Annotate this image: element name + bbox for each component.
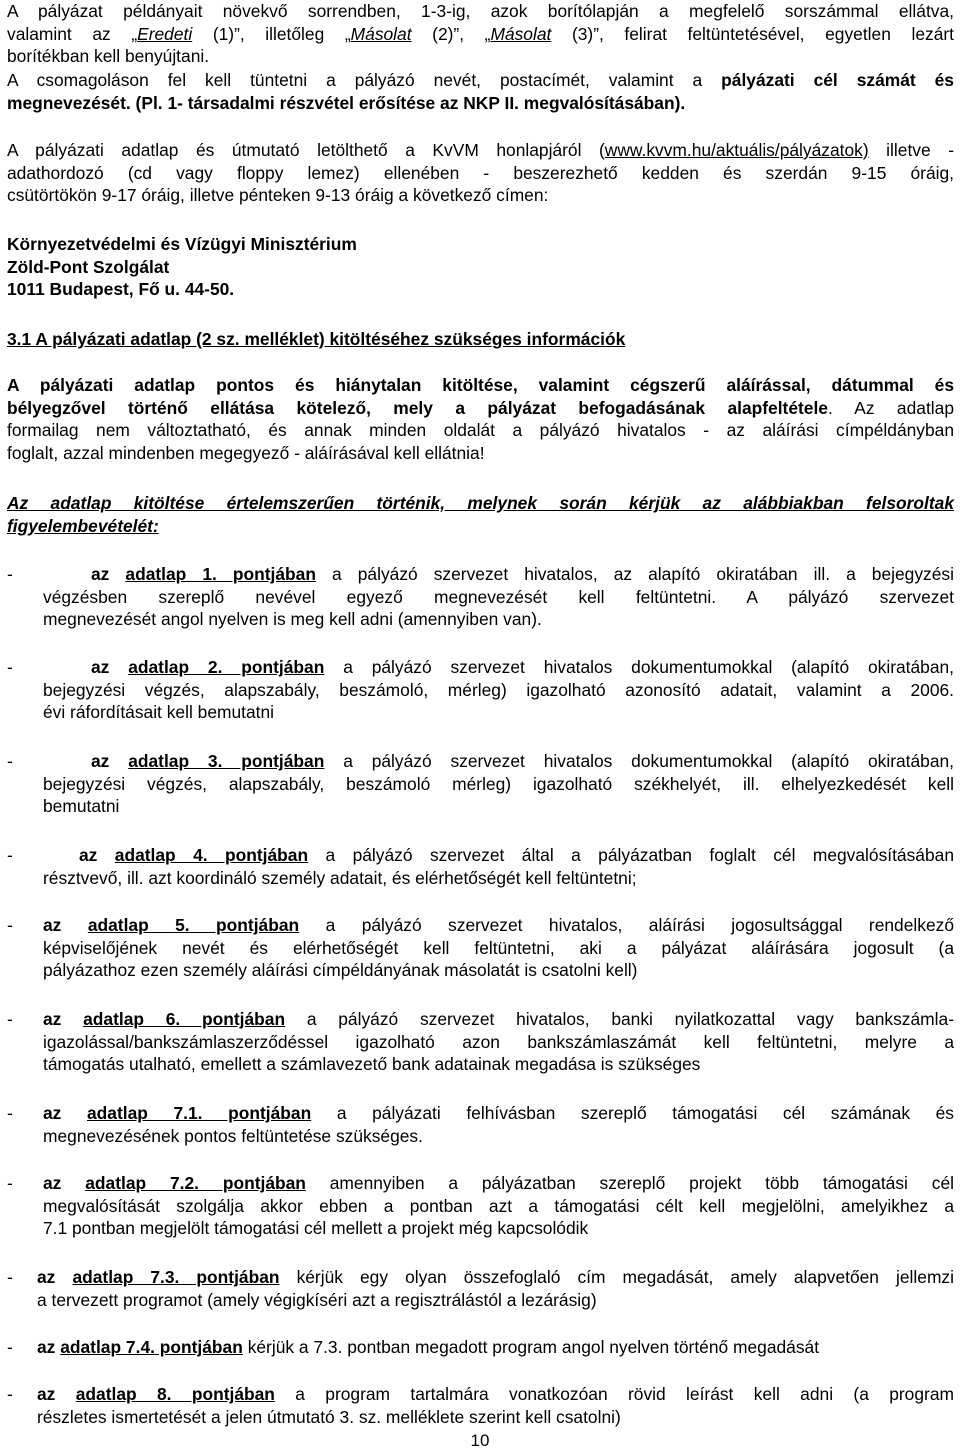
list-dash: - xyxy=(7,1103,13,1123)
office-name: Zöld-Pont Szolgálat xyxy=(7,256,170,277)
text-line: megnevezésének pontos feltüntetése szükséges. xyxy=(43,1125,423,1146)
text-line: megnevezését angol nyelven is meg kell adni (amennyiben van). xyxy=(43,609,542,630)
text-line: 7.1 pontban megjelölt támogatási cél mellett a projekt még kapcsolódik xyxy=(43,1218,589,1239)
download-link[interactable]: www.kvvm.hu/aktuális/pályázatok) xyxy=(604,140,869,160)
text-line: Az adatlap kitöltése értelemszerűen történik, melynek során kérjük az alábbiakban felsoroltak xyxy=(7,493,954,513)
list-dash: - xyxy=(7,657,13,677)
text-line: a tervezett programot (amely végigkíséri azt a regisztrálástól a lezárásig) xyxy=(37,1289,597,1310)
text-line: képviselőjének nevét és elérhetőségét kell feltüntetni, aki a pályázat aláírására jogosult (a xyxy=(43,937,954,958)
text-line: A pályázati adatlap és útmutató letölthető a KvVM honlapjáról (www.kvvm.hu/aktuális/pályázatok) illetve - xyxy=(7,140,954,160)
list-item xyxy=(7,1102,954,1147)
list-dash: - xyxy=(7,564,13,584)
postal-address: 1011 Budapest, Fő u. 44-50. xyxy=(7,279,235,300)
text-line: A pályázat példányait növekvő sorrendben, 1-3-ig, azok borítólapján a megfelelő sorszámmal ellátva, xyxy=(7,1,954,21)
list-dash: - xyxy=(7,1337,13,1357)
list-item xyxy=(7,1172,954,1240)
text-line: csütörtökön 9-17 óráig, illetve pénteken 9-13 óráig a következő címen: xyxy=(7,185,549,206)
section-heading: 3.1 A pályázati adatlap (2 sz. melléklet) kitöltéséhez szükséges információk xyxy=(7,329,626,349)
list-item xyxy=(7,1266,954,1311)
intro-paragraph-1 xyxy=(7,0,954,68)
list-item xyxy=(7,750,954,818)
text-line: az adatlap 6. pontjában a pályázó szervezet hivatalos, banki nyilatkozattal vagy bankszámla- xyxy=(43,1009,954,1029)
text-line: az adatlap 4. pontjában a pályázó szervezet által a pályázatban foglalt cél megvalósításában xyxy=(79,845,954,865)
text-line: végzésben szereplő nevével egyező megnevezését kell feltüntetni. A pályázó szervezet xyxy=(43,586,954,607)
list-item xyxy=(7,563,954,631)
list-item xyxy=(7,844,954,889)
text-line: adathordozó (cd vagy floppy lemez) ellenében - beszerezhető kedden és szerdán 9-15 óráig, xyxy=(7,162,954,183)
page-number: 10 xyxy=(470,1431,490,1450)
ministry-name: Környezetvédelmi és Vízügyi Minisztérium xyxy=(7,234,357,254)
list-dash: - xyxy=(7,1173,13,1193)
intro-paragraph-2 xyxy=(7,69,954,114)
list-dash: - xyxy=(7,1009,13,1029)
text-line: bejegyzési végzés, alapszabály, beszámoló, mérleg) igazolható azonosító adatait, valamint a 2006. xyxy=(43,679,954,700)
text-line: az adatlap 5. pontjában a pályázó szervezet hivatalos, aláírási jogosultsággal rendelkező xyxy=(43,915,954,935)
text-line: bejegyzési végzés, alapszabály, beszámoló mérleg) igazolható székhelyét, ill. elhelyezkedését kell xyxy=(43,773,954,794)
list-item xyxy=(7,1336,954,1359)
intro-paragraph-3 xyxy=(7,139,954,207)
text-line: figyelembevételét: xyxy=(7,515,159,536)
text-line: igazolással/bankszámlaszerződéssel igazolható azon bankszámlaszámát kell feltüntetni, melyre a xyxy=(43,1031,954,1052)
text-line: támogatás utalható, emellett a számlavezető bank adatainak megadása is szükséges xyxy=(43,1054,701,1075)
list-item xyxy=(7,1383,954,1428)
list-dash: - xyxy=(7,845,13,865)
text-line: megnevezését. (Pl. 1- társadalmi részvétel erősítése az NKP II. megvalósításában). xyxy=(7,92,686,113)
text-line: évi ráfordításait kell bemutatni xyxy=(43,702,275,723)
section-paragraph-2 xyxy=(7,492,954,537)
text-line: valamint az „Eredeti (1)”, illetőleg „Másolat (2)”, „Másolat (3)”, felirat feltüntetésével, egyetlen lezárt xyxy=(7,23,954,44)
list-dash: - xyxy=(7,1267,13,1287)
list-dash: - xyxy=(7,751,13,771)
text-line: az adatlap 1. pontjában a pályázó szervezet hivatalos, az alapító okiratában ill. a bejegyzési xyxy=(91,564,954,584)
text-line: foglalt, azzal mindenben megegyező - aláírásával kell ellátnia! xyxy=(7,442,485,463)
list-item xyxy=(7,1008,954,1076)
text-line: az adatlap 7.1. pontjában a pályázati felhívásban szereplő támogatási cél számának és xyxy=(43,1103,955,1123)
text-line: az adatlap 7.4. pontjában kérjük a 7.3. pontban megadott program angol nyelven történő megadását xyxy=(37,1337,820,1357)
text-line: A pályázati adatlap pontos és hiánytalan kitöltése, valamint cégszerű aláírással, dátummal és xyxy=(7,375,954,395)
text-line: megvalósítását szolgálja akkor ebben a pontban azt a támogatási célt kell megjelölni, amelyikhez a xyxy=(43,1195,954,1216)
section-paragraph-1 xyxy=(7,374,954,464)
text-line: részletes ismertetését a jelen útmutató 3. sz. melléklete szerint kell csatolni) xyxy=(37,1406,621,1427)
list-dash: - xyxy=(7,1384,13,1404)
list-item xyxy=(7,914,954,982)
address-block xyxy=(7,233,954,301)
text-line: bemutatni xyxy=(43,796,120,817)
text-line: pályázathoz ezen személy aláírási címpéldányának másolatát is csatolni kell) xyxy=(43,960,638,981)
text-line: formailag nem változtatható, és annak minden oldalát a pályázó hivatalos - az aláírási címpéldányban xyxy=(7,420,954,441)
text-line: bélyegzővel történő ellátása kötelező, mely a pályázat befogadásának alapfeltétele. Az adatlap xyxy=(7,397,954,418)
text-line: az adatlap 2. pontjában a pályázó szervezet hivatalos dokumentumokkal (alapító okiratában, xyxy=(91,657,955,677)
text-line: az adatlap 7.2. pontjában amennyiben a pályázatban szereplő projekt több támogatási cél xyxy=(43,1173,954,1193)
text-line: az adatlap 3. pontjában a pályázó szervezet hivatalos dokumentumokkal (alapító okiratában, xyxy=(91,751,955,771)
text-line: résztvevő, ill. azt koordináló személy adatait, és elérhetőségét kell feltüntetni; xyxy=(43,867,637,888)
text-line: az adatlap 7.3. pontjában kérjük egy olyan összefoglaló cím megadását, amely alapvetően jellemzi xyxy=(37,1267,954,1287)
list-item xyxy=(7,656,954,724)
text-line: A csomagoláson fel kell tüntetni a pályázó nevét, postacímét, valamint a pályázati cél számát és xyxy=(7,70,954,90)
text-line: borítékban kell benyújtani. xyxy=(7,46,210,67)
text-line: az adatlap 8. pontjában a program tartalmára vonatkozóan rövid leírást kell adni (a program xyxy=(37,1384,954,1404)
list-dash: - xyxy=(7,915,13,935)
